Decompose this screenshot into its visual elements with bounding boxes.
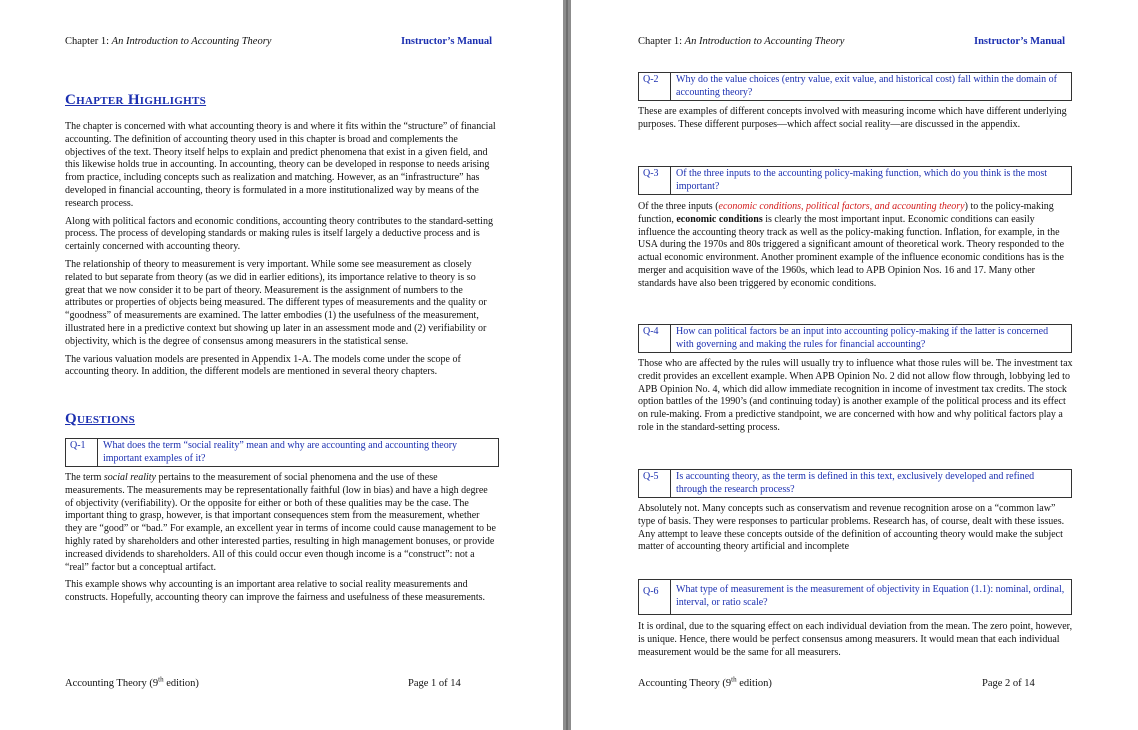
question-number: Q-4 <box>639 325 671 352</box>
page-header-chapter <box>638 36 844 47</box>
answer-paragraph: This example shows why accounting is an important area relative to social reality measurements and constructs. Hopefully, accounting theory can improve the fairness and usefulness of these measurements. <box>65 579 486 604</box>
question-box-q5 <box>638 469 1072 498</box>
question-text: Is accounting theory, as the term is defined in this text, exclusively developed and refined through the research process? <box>676 471 1035 495</box>
answer-text: Of the three inputs ( <box>638 201 719 212</box>
document-page-1 <box>0 0 563 730</box>
question-text: How can political factors be an input into accounting policy-making if the latter is concerned with governing and making the rules for financial accounting? <box>676 326 1049 350</box>
page-header-chapter <box>65 36 271 47</box>
question-text: Of the three inputs to the accounting policy-making function, which do you think is the most important? <box>676 168 1048 192</box>
answer-emphasis: social reality <box>103 472 156 483</box>
chapter-title: An Introduction to Accounting Theory <box>684 36 845 47</box>
question-box-q3 <box>638 166 1072 195</box>
answer-text: ) to the policy-making function, <box>638 201 1054 225</box>
answer-bold: economic conditions <box>676 213 763 225</box>
question-number: Q-5 <box>639 470 671 497</box>
highlights-paragraph: The various valuation models are presented in Appendix 1-A. The models come under the scope of accounting theory. In addition, the different models are mentioned in several theory chapters. <box>65 353 461 378</box>
footer-superscript: th <box>158 675 164 684</box>
footer-book-prefix: Accounting Theory (9 <box>638 678 732 689</box>
page-number-2: Page 2 of 14 <box>982 678 1035 689</box>
answer-text: pertains to the measurement of social phenomena and the use of these measurements. The measurements may be representationally faithful (low in bias) and have a high degree of objectivity (verifiability). Or the opposite for either or both of these qualities may be the case. The important thing to grasp, however, is that important consequences stem from the measurement, whether they are “good” or “bad.” For example, an excellent year in terms of income could cause management to be highly rated by shareholders and other interested parties, resulting in high management bonuses, or provide increased dividends to shareholders. All of this could occur even though income is a “construct”: not a “real” factor but a conceptual artifact. <box>65 472 496 573</box>
question-text: What type of measurement is the measurement of objectivity in Equation (1.1): nominal, ordinal, interval, or ratio scale? <box>676 584 1065 608</box>
answer-q6: It is ordinal, due to the squaring effect on each individual deviation from the mean. The zero point, however, is unique. Hence, there would be perfect consensus among measurers. It would mean that each individual measurement would be the same for all measurers. <box>638 621 1073 658</box>
question-box-q6 <box>638 579 1072 615</box>
questions-heading: Questions <box>65 411 136 427</box>
answer-q5: Absolutely not. Many concepts such as conservatism and revenue recognition arose on a “common law” type of basis. They were responses to particular problems. Research has, of course, dealt with these issues. Any attempt to leave these concepts outside of the definition of accounting theory would make the subject matter of accounting theory artificial and incomplete <box>638 503 1065 553</box>
highlights-paragraph: The chapter is concerned with what accounting theory is and where it fits within the “structure” of financial accounting. The definition of accounting theory used in this chapter is broad and complements the objectives of the text. Theory itself helps to explain and predict phenomena that exist in a given field, and this likewise holds true in accounting. In accounting, theory can be developed in response to needs arising from practice, including concepts such as realization and matching. However, as an “infrastructure” has developed in financial accounting, theory is formulated in a more institutionalized way by means of the research process. <box>65 121 496 209</box>
chapter-title: An Introduction to Accounting Theory <box>111 36 272 47</box>
answer-highlight: economic conditions, political factors, and accounting theory <box>718 201 965 212</box>
page-footer-book <box>638 675 772 689</box>
answer-text: The term <box>65 472 104 483</box>
chapter-prefix: Chapter 1: <box>638 36 685 47</box>
page-header-manual: Instructor’s Manual <box>401 36 493 47</box>
highlights-paragraph: Along with political factors and economic conditions, accounting theory contributes to the standard-setting process. The process of developing standards or making rules is itself largely a deductive process and is certainly concerned with accounting theory. <box>65 215 493 253</box>
chapter-highlights-heading: Chapter Highlights <box>65 92 207 108</box>
question-text: What does the term “social reality” mean and why are accounting and accounting theory important examples of it? <box>103 440 458 464</box>
question-text: Why do the value choices (entry value, exit value, and historical cost) fall within the domain of accounting theory? <box>676 74 1057 98</box>
footer-book-prefix: Accounting Theory (9 <box>65 678 159 689</box>
answer-q3 <box>638 201 1073 291</box>
answer-paragraph <box>65 472 497 574</box>
question-number: Q-2 <box>639 73 671 100</box>
highlights-paragraph: The relationship of theory to measurement is very important. While some see measurement as closely related to but separate from theory (as we did in earlier editions), its importance relative to theory is so great that we now consider it to be part of theory. Measurement is the assignment of numbers to the attributes or properties of objects being measured. The different types of measurements and the quality or “goodness” of measurements are examined. The latter embodies (1) the usefulness of the measurement, illustrated here in a predictive context but showing up later in an assessment mode and (2) verifiability or objectivity, which is the degree of consensus among measurers in the statistical sense. <box>65 258 487 347</box>
question-box-q2 <box>638 72 1072 101</box>
page-footer-book <box>65 675 199 689</box>
answer-q2: These are examples of different concepts involved with measuring income which have different underlying purposes. These different purposes—which affect social reality—are discussed in the appendix. <box>638 106 1067 130</box>
question-box-q1 <box>65 438 499 467</box>
document-page-2 <box>571 0 1138 730</box>
question-box-q4 <box>638 324 1072 353</box>
question-number: Q-1 <box>66 439 98 466</box>
answer-text: is clearly the most important input. Economic conditions can easily influence the accounting theory track as well as the policy-making function. Inflation, for example, in the USA during the 1970s and 80s triggered a significant amount of theoretical work. Theory responded to the actual economic environment. Another prominent example of the influence economic conditions has is the merger and acquisition wave of the 1960s, which lead to APB Opinion Nos. 16 and 17. Many other standards have also been triggered by economic conditions. <box>638 213 1065 289</box>
answer-q4: Those who are affected by the rules will usually try to influence what those rules will be. The investment tax credit provides an excellent example. When APB Opinion No. 2 did not allow flow through, lobbying led to APB Opinion No. 4, which did allow immediate recognition in income of investment tax credits. The stock option battles of the 1990’s (and continuing today) is another example of the political process and its effect on rule-making. From a predictive standpoint, we are concerned with how and why political factors play a role in the standard-setting process. <box>638 358 1073 433</box>
highlights-body <box>65 121 497 379</box>
answer-q1 <box>65 472 497 605</box>
question-number: Q-3 <box>639 167 671 194</box>
page-header-manual: Instructor’s Manual <box>974 36 1066 47</box>
page-divider <box>563 0 571 730</box>
page-number-1: Page 1 of 14 <box>408 678 461 689</box>
footer-book-suffix: edition) <box>736 678 772 689</box>
chapter-prefix: Chapter 1: <box>65 36 112 47</box>
question-number: Q-6 <box>639 580 671 614</box>
footer-superscript: th <box>731 675 737 684</box>
footer-book-suffix: edition) <box>163 678 199 689</box>
